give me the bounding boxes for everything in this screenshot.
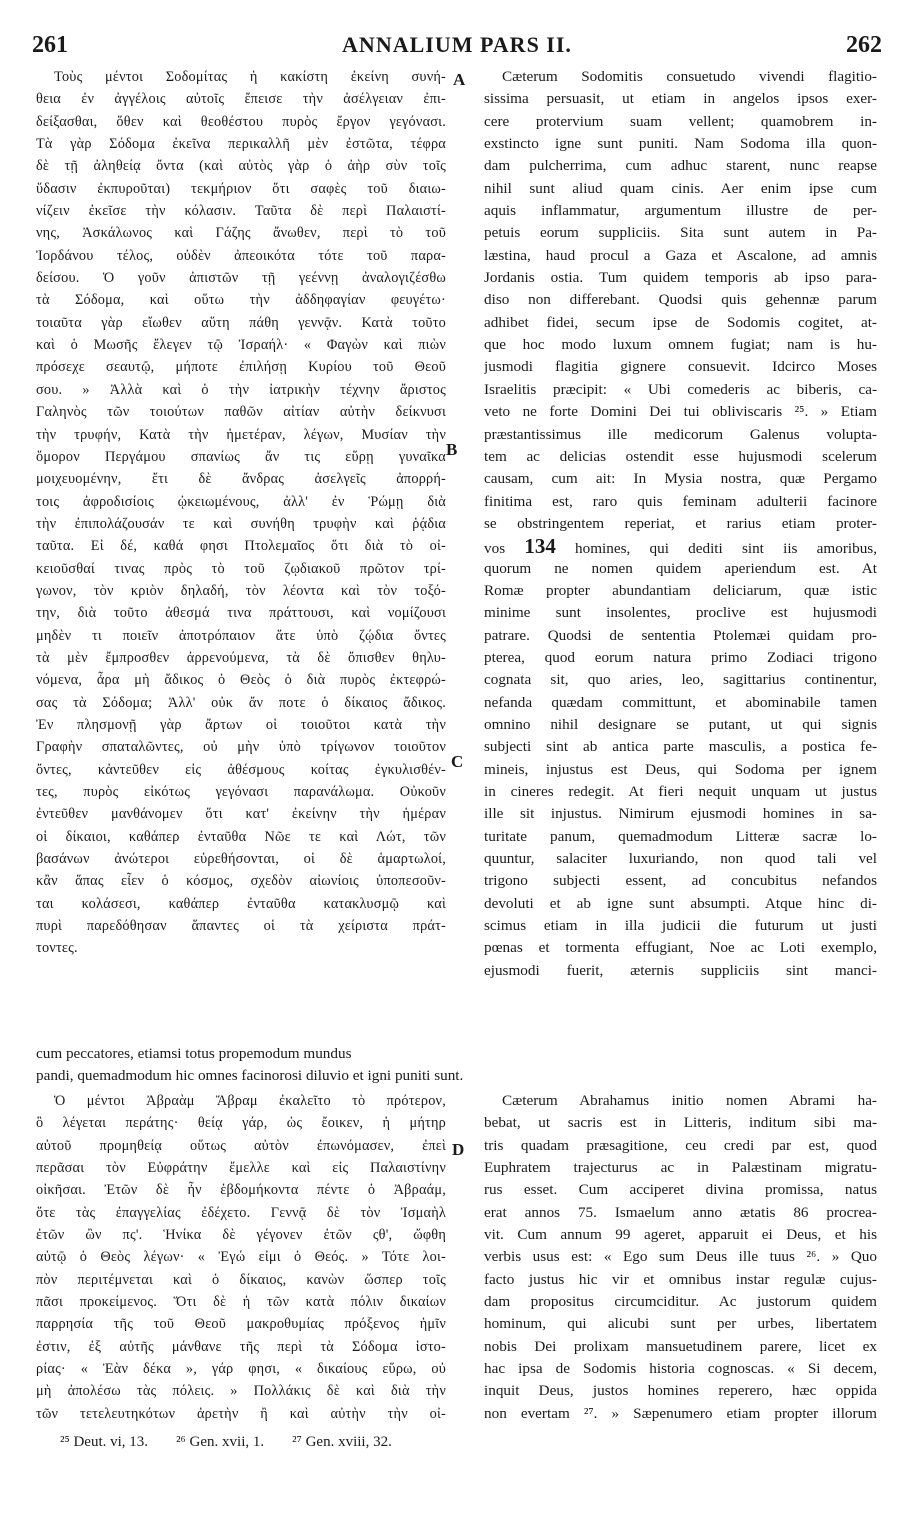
text-line: θεια ἐν ἀγγέλοις αὐτοῖς ἔπεισε τὴν ἀσέλγειαν ἐπι-: [36, 91, 446, 108]
text-line: scimus etiam in illa judicii die futurum ut justi: [484, 917, 877, 935]
text-line: que hoc modo luxum omnem fugiat; nam is hu-: [484, 336, 877, 354]
text-line: μηδὲν τι ποιεῖν ἀποτρόπαιον ἅτε ὑπὸ ζῴδια ὄντες: [36, 627, 446, 644]
text-line: Ὁ μέντοι Ἀβραὰμ Ἄβραμ ἐκαλεῖτο τὸ πρότερον,: [54, 1093, 446, 1109]
text-line: subjecti sint ab antica parte masculis, a postica fe-: [484, 738, 877, 756]
text-line: nefanda quædam committunt, et abominabile tamen: [484, 693, 877, 711]
text-line: οἰκῆσαι. Ἐτῶν δὲ ἦν ἑβδομήκοντα πέντε ὁ Ἀβραάμ,: [36, 1182, 446, 1199]
text-line: Τοὺς μέντοι Σοδομίτας ἡ κακίστη ἐκείνη συνή-: [54, 69, 446, 85]
text-line: ὅτε τὰς ἐπαγγελίας ἐδέχετο. Γεννᾷ δὲ τὸν Ἰσμαὴλ: [36, 1204, 446, 1221]
text-line: non evertam ²⁷. » Sæpenumero etiam propter illorum: [484, 1404, 877, 1422]
text-line: Romæ propter abundantiam deliciarum, quæ istic: [484, 581, 877, 599]
text-line: verbis usus est: « Ego sum Deus ille tuus ²⁶. » Quo: [484, 1248, 877, 1266]
text-line: σας τὰ Σόδομα; Ἀλλ' οὐκ ἄν ποτε ὁ δίκαιος ἄδικος.: [36, 694, 446, 711]
text-line: Cæterum Abrahamus initio nomen Abrami ha-: [502, 1092, 877, 1109]
text-line: patrare. Quodsi de sententia Ptolemæi quidam pro-: [484, 626, 877, 644]
text-line: pterea, quod eorum natura primo Zodiaci trigono: [484, 648, 877, 666]
section-marker-d: D: [452, 1140, 465, 1159]
footnotes: [60, 1434, 760, 1451]
text-line: rus esset. Cum acciperet divina promissa, natus: [484, 1181, 877, 1199]
text-line: minime sunt insolentes, proclive est hujusmodi: [484, 604, 877, 622]
text-line: βασάνων ἀνώτεροι εὑρεθήσονται, οἱ δὲ ἁμαρτωλοί,: [36, 851, 446, 868]
text-line: ὃ λέγεται περάτης· θείᾳ γάρ, ὡς ἔοικεν, ἡ μήτηρ: [36, 1115, 446, 1132]
margin-number: 134: [524, 535, 556, 558]
text-line: omnino nihil designare se putant, ut qui signis: [484, 715, 877, 733]
text-line: μοιχευομένην, ἔτι δὲ ἄνδρας ἀσελγεῖς ἀπορρή-: [36, 471, 446, 488]
text-line: σου. » Ἀλλὰ καὶ ὁ τὴν ἰατρικὴν τέχνην ἄριστος: [36, 381, 446, 398]
text-line: τες, πυρὸς εἰκότως γεγόνασι παρανάλωμα. Οὐκοῦν: [36, 784, 446, 800]
text-line: aquis inflammatur, argumentum illustre de per-: [484, 202, 877, 220]
text-line: ὅμορον Περγάμου σπανίως ἄν τις εὕρῃ γυναῖκα: [36, 448, 446, 465]
text-line: finitima est, raro quis feminam adulterii facinore: [484, 492, 877, 510]
text-line: vos 134 homines, qui dediti sint iis amoribus,: [484, 535, 877, 558]
text-line: ἐστιν, ἐξ αὐτῆς μάνθανε τῆς περὶ τὰ Σόδομα ἱστο-: [36, 1338, 446, 1355]
text-line: cum peccatores, etiamsi totus propemodum mundus: [36, 1045, 352, 1062]
text-line: Israelitis præcipit: « Ubi comederis ac biberis, ca-: [484, 380, 877, 398]
latin-column-bottom: [484, 1090, 877, 1425]
text-line: Γαληνὸς τῶν τοιούτων παθῶν αἰτίαν αὐτὴν δείκνυσι: [36, 404, 446, 421]
text-line: ὄντες, κἀντεῦθεν εἰς ἀθέσμους κοίτας ἐγκυλισθέν-: [36, 761, 446, 778]
page-number-right: 262: [846, 32, 882, 58]
text-line: causam, cum ait: In Mysia nostra, quæ Pergamo: [484, 470, 877, 488]
text-line: hac ipsa de Sodomis historia cognoscas. « Si decem,: [484, 1360, 877, 1378]
text-line: τῶν τετελευτηκότων ἀρετὴν ἢ καὶ αὐτὴν τὴν οἰ-: [36, 1405, 446, 1422]
greek-column-top: [36, 66, 446, 960]
text-line: τὴν ἐπιπολάζουσάν τε καὶ συνήθη τρυφὴν καὶ ῥᾴδια: [36, 515, 446, 532]
text-line: trigono subjecti essent, ad concubitus nefandos: [484, 872, 877, 890]
text-line: ἐτῶν ὢν πς'. Ἡνίκα δὲ γέγονεν ἐτῶν ςθ', ὤφθη: [36, 1227, 446, 1244]
text-line: την, διὰ τοῦτο ἀθεσμά τινα πράττουσι, καὶ νομίζουσι: [36, 605, 446, 622]
page-number-left: 261: [32, 32, 68, 58]
text-line: tris quadam præsagitione, ceu credi par est, quod: [484, 1136, 877, 1154]
text-line: vit. Cum annum 99 ageret, apparuit ei Deus, et his: [484, 1226, 877, 1244]
text-line: quorum ne nomen quidem aperiendum est. At: [484, 559, 877, 577]
text-line: κειοῦσθαί τινας πρὸς τὸ τοῦ ζῳδιακοῦ πρῶτον τρί-: [36, 560, 446, 577]
text-line: γωνον, τὸν κριὸν δηλαδή, τὸν λέοντα καὶ τὸν τοξό-: [36, 582, 446, 599]
shared-latin-lines: [36, 1043, 468, 1088]
footnote: ²⁵ Deut. vi, 13.: [60, 1434, 149, 1450]
text-line: πρόσεχε σεαυτῷ, μήποτε ἐπιλήσῃ Κυρίου τοῦ Θεοῦ: [36, 359, 446, 376]
text-line: παρρησία τῆς τοῦ Θεοῦ μακροθυμίας πρόξενος ἡμῖν: [36, 1316, 446, 1333]
text-line: Τὰ γὰρ Σόδομα ἐκεῖνα περικαλλῆ μὲν ἐστῶτα, τέφρα: [36, 136, 446, 153]
text-line: tem ac delicias ostendit esse hujusmodi scelerum: [484, 447, 877, 465]
text-line: in cineres redegit. At fieri nequit unquam ut justus: [484, 783, 877, 800]
text-line: hominum, qui alicubi sunt per urbes, libertatem: [484, 1315, 877, 1333]
text-line: Γραφὴν σπαταλῶντες, οὐ μὴν ὑπὸ τρίγωνον τοιοῦτον: [36, 739, 446, 756]
section-marker-c: C: [451, 752, 464, 771]
text-line: τοις ἀφροδισίοις ᾠκειωμένους, ἀλλ' ἐν Ῥώμῃ διὰ: [36, 493, 446, 510]
text-line: erat annos 75. Ismaelum anno ætatis 86 procrea-: [484, 1203, 877, 1221]
text-line: cere protervium suam vellent; quamobrem in-: [484, 112, 877, 130]
text-line: τὰ Σόδομα, καὶ οὕτω τὴν ἀδδηφαγίαν φευγέτω·: [36, 292, 446, 309]
text-line: nihil sunt aliud quam cinis. Aer enim ipse cum: [484, 179, 877, 197]
text-line: νίζειν ἐκεῖσε τὴν κόλασιν. Ταῦτα δὲ περὶ Παλαιστί-: [36, 203, 446, 220]
text-line: Euphratem trajecturus ac in Palæstinam migratu-: [484, 1159, 877, 1177]
text-line: ται κολάσεσι, καθάπερ ἐνταῦθα κατακλυσμῷ καὶ: [36, 895, 446, 912]
text-line: οἱ δίκαιοι, καθάπερ ἐνταῦθα Νῶε τε καὶ Λώτ, τῶν: [36, 828, 446, 845]
text-line: Ἰορδάνου τέλος, οὐδὲν ἀπεοικότα τότε τοῦ παρα-: [36, 247, 446, 264]
text-line: bebat, ut sacris est in Litteris, inditum sibi ma-: [484, 1114, 877, 1132]
text-line: δείσου. Ὁ γοῦν ἀπιστῶν τῇ γεέννῃ ἀναλογιζέσθω: [36, 270, 446, 287]
text-line: petuis eorum suppliciis. Sita sunt autem in Pa-: [484, 224, 877, 242]
text-line: ταῦτα. Εἰ δέ, καθά φησι Πτολεμαῖος ὅτι διὰ τὸ οἰ-: [36, 538, 446, 555]
text-line: μὴ ἀπολέσω τὰς πόλεις. » Πολλάκις δὲ καὶ διὰ τὴν: [36, 1383, 446, 1400]
text-line: πυρὶ παρεδόθησαν ἅπαντες οἱ τὰ χείριστα πράτ-: [36, 918, 446, 935]
text-line: inquit Deus, justos homines reperero, hæc oppida: [484, 1382, 877, 1400]
text-line: cognata sit, quo aries, leo, sagittarius continentur,: [484, 671, 877, 689]
text-line: αὐτῷ ὁ Θεὸς λέγων· « Ἐγώ εἰμι ὁ Θεός. » Τότε λοι-: [36, 1249, 446, 1266]
text-line: δὲ τῇ ἀληθείᾳ ὄντα (καὶ αὐτὸς γὰρ ὁ ἀὴρ σὺν τοῖς: [36, 158, 446, 175]
text-line: mineis, injustus est Deus, qui Sodoma per ignem: [484, 760, 877, 778]
text-line: dam pulcherrima, cum adhuc starent, nunc reapse: [484, 157, 877, 175]
text-line: δείξασθαι, ὅθεν καὶ θεοθέστου πυρὸς ἔργον γεγόνασι.: [36, 113, 446, 130]
text-line: se obstringentem reperiat, et rarius etiam proter-: [484, 514, 877, 532]
text-line: jusmodi flagitia gignere consuevit. Idcirco Moses: [484, 358, 877, 376]
text-line: ρίας· « Ἐὰν δέκα », γάρ φησι, « δικαίους εὕρω, οὐ: [36, 1361, 446, 1378]
text-line: τὴν τρυφήν, Κατὰ τὴν ἡμετέραν, λέγων, Μυσίαν τὴν: [36, 426, 446, 443]
footnote: ²⁶ Gen. xvii, 1.: [176, 1434, 265, 1450]
text-line: Jordanis ostia. Tum quidem temporis ab ipso para-: [484, 269, 877, 287]
text-line: dam propositus circumciditur. Ac justorum quidem: [484, 1293, 877, 1311]
text-line: sissima persuasit, ut etiam in angelos ipsos exer-: [484, 90, 877, 108]
section-marker-a: A: [453, 70, 466, 89]
text-line: devoluti et ab igne sunt absumpti. Atque hinc di-: [484, 894, 877, 912]
text-line: τοντες.: [36, 940, 78, 957]
footnote: ²⁷ Gen. xviii, 32.: [292, 1434, 392, 1450]
text-line: præstantissimus ille medicorum Galenus volupta-: [484, 425, 877, 443]
text-line: diso non differebant. Quodsi quis gehennæ parum: [484, 291, 877, 309]
text-line: quuntur, salaciter luxuriando, non quod tali vel: [484, 850, 877, 868]
text-line: læstina, haud procul a Gaza et Ascalone, ad amnis: [484, 246, 877, 264]
text-line: περᾶσαι τὸν Εὐφράτην ἔμελλε καὶ εἰς Παλαιστίνην: [36, 1160, 446, 1177]
text-line: veto ne forte Domini Dei tui obliviscaris ²⁵. » Etiam: [484, 403, 877, 421]
text-line: pœnas et tormenta effugiant, Noe ac Loti exemplo,: [484, 939, 877, 957]
text-line: ὕδασιν ἐκπυροῦται) τεκμήριον ὅτι σαφὲς τοῦ διαιω-: [36, 180, 446, 197]
text-line: adhibet fidei, secum ipse de Sodomis cogitet, at-: [484, 313, 877, 331]
text-line: πὸν περιτέμνεται καὶ ὁ δίκαιος, κανὼν ὥσπερ τοῖς: [36, 1271, 446, 1288]
text-line: pandi, quemadmodum hic omnes facinorosi diluvio et igni puniti sunt.: [36, 1067, 464, 1085]
text-line: αὐτοῦ προμηθείᾳ οὕτως αὐτὸν ἐπωνόμασεν, ἐπεὶ: [36, 1137, 446, 1154]
latin-column-top: [484, 66, 877, 982]
text-line: Cæterum Sodomitis consuetudo vivendi flagitio-: [502, 68, 877, 85]
section-marker-b: B: [446, 440, 458, 459]
text-line: κἂν ἅπας εἶεν ὁ κόσμος, σχεδὸν αἰωνίοις ὑποπεσοῦν-: [36, 873, 446, 890]
text-line: νόμενα, ἆρα μὴ ἄδικος ὁ Θεὸς ὁ διὰ πυρὸς ἐκτεφρώ-: [36, 672, 446, 689]
text-line: τοιαῦτα γὰρ εἴωθεν αὕτη πάθη γεννᾷν. Κατὰ τοῦτο: [36, 314, 446, 331]
text-line: τὰ μὲν ἔμπροσθεν ἀρρενούμενα, τὰ δὲ ὄπισθεν θηλυ-: [36, 649, 446, 666]
text-line: ἐντεῦθεν μανθάνομεν ὅτι κατ' ἐκείνην τὴν ἡμέραν: [36, 806, 446, 823]
page-header: [32, 32, 882, 66]
text-line: turitate panum, quemadmodum Litteræ sacræ lo-: [484, 827, 877, 845]
text-line: ejusmodi fuerit, æternis suppliciis sint manci-: [484, 961, 877, 979]
text-line: Ἐν πλησμονῇ γὰρ ἄρτων οἱ τοιοῦτοι κατὰ τὴν: [36, 716, 446, 733]
text-line: καὶ ὁ Μωσῆς ἔλεγεν τῷ Ἰσραήλ· « Φαγὼν καὶ πιὼν: [36, 337, 446, 354]
text-line: exstincto igne sunt puniti. Nam Sodoma illa quon-: [484, 135, 877, 153]
text-line: πᾶσι προκείμενος. Ὅτι δὲ ἡ τῶν κατὰ πόλιν δικαίων: [36, 1294, 446, 1311]
text-line: νης, Ἀσκάλωνος καὶ Γάζης ἄνωθεν, περὶ τὸ τοῦ: [36, 225, 446, 242]
text-line: facto justus hic vir et omnibus instar regulæ cujus-: [484, 1270, 877, 1288]
text-line: nobis Dei prolixam mansuetudinem parere, licet ex: [484, 1337, 877, 1355]
running-title: ANNALIUM PARS II.: [342, 32, 572, 57]
text-line: ille sit injustus. Nimirum ejusmodi homines in sa-: [484, 805, 877, 823]
greek-column-bottom: [36, 1090, 446, 1425]
